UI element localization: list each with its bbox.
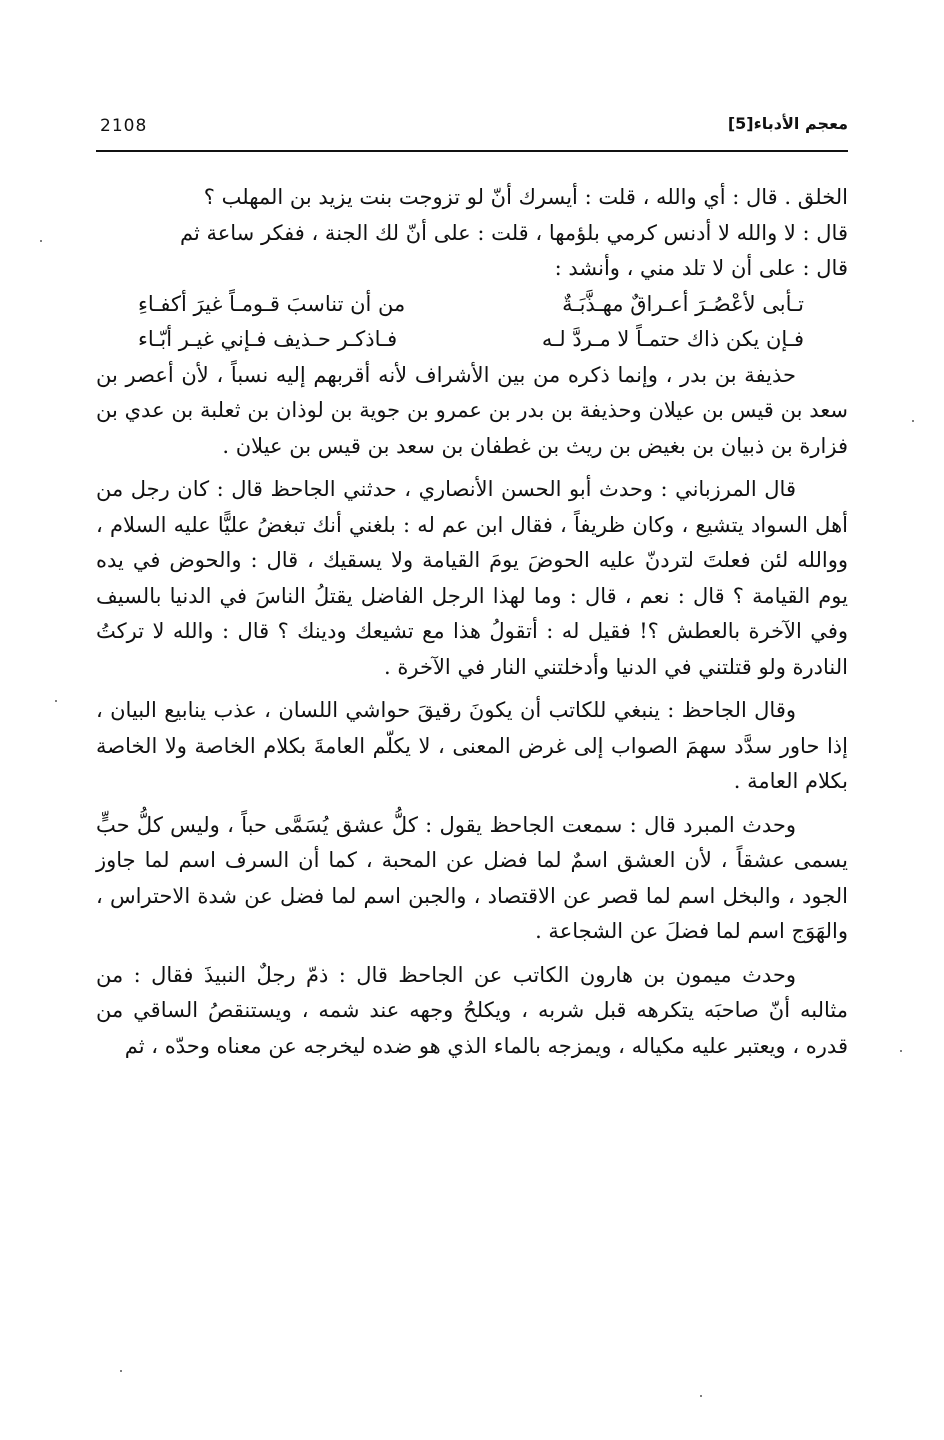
page-number: 2108 bbox=[100, 116, 148, 136]
paragraph-mubarrad: وحدث المبرد قال : سمعت الجاحظ يقول : كلُّ عشق يُسَمَّى حباً ، وليس كلُّ حبٍّ يسمى عشقاً ، لأن العشق اسمٌ لما فضل عن المحبة ، كما أن السرف اسم لما جاوز الجود ، والبخل اسم لما قصر عن الاقتصاد ، والجبن اسم لما فضل عن شدة الاحتراس ، والهَوَج اسم لما فضلَ عن الشجاعة . bbox=[96, 812, 848, 943]
verse-second-hemistich: من أن تناسبَ قـومـاً غيرَ أكفـاءِ bbox=[138, 291, 406, 316]
book-title: معجم الأدباء[5] bbox=[727, 114, 848, 133]
verse-line bbox=[96, 287, 848, 323]
scan-speck bbox=[120, 1370, 122, 1372]
paragraph-maymun: وحدث ميمون بن هارون الكاتب عن الجاحظ قال : ذمّ رجلٌ النبيذَ فقال : من مثالبه أنّ صاحبَه يتكرهه قبل شربه ، ويكلحُ وجهه عند شمه ، ويستنقصُ الساقي من قدره ، ويعتبر عليه مكياله ، ويمزجه بالماء الذي هو ضده ليخرجه عن معناه وحدّه ، ثم bbox=[96, 962, 848, 1058]
verse-first-hemistich: فـإن يكن ذاك حتمـاً لا مـردَّ لـه bbox=[541, 327, 804, 351]
poem bbox=[96, 287, 848, 358]
scan-speck bbox=[700, 1395, 702, 1397]
scan-speck bbox=[40, 240, 42, 242]
paragraph-hudhayfa: حذيفة بن بدر ، وإنما ذكره من بين الأشراف لأنه أقربهم إليه نسباً ، لأن أعصر بن سعد بن قيس بن عيلان وحذيفة بن بدر بن عمرو بن جوية بن لوذان بن ثعلبة بن عدي بن فزارة بن ذبيان بن بغيض بن ريث بن غطفان بن سعد بن قيس بن عيلان . bbox=[96, 362, 848, 458]
paragraph-opening bbox=[96, 180, 848, 287]
verse-first-hemistich: تـأبى لأعْصُـرَ أعـراقٌ مهـذَّبَـةٌ bbox=[562, 291, 804, 316]
page-header bbox=[96, 114, 848, 144]
page-body bbox=[96, 180, 848, 1064]
scan-speck bbox=[55, 700, 57, 702]
paragraph-jahiz-scribe: وقال الجاحظ : ينبغي للكاتب أن يكونَ رقيقَ حواشي اللسان ، عذب ينابيع البيان ، إذا حاور سدَّد سهمَ الصواب إلى غرض المعنى ، لا يكلّم العامةَ بكلام الخاصة ولا الخاصة بكلام العامة . bbox=[96, 698, 848, 793]
text-line: قال : على أن لا تلد مني ، وأنشد : bbox=[554, 256, 848, 280]
scan-speck bbox=[900, 1050, 902, 1052]
header-rule bbox=[96, 150, 848, 152]
text-line: الخلق . قال : أي والله ، قلت : أيسرك أنّ لو تزوجت بنت يزيد بن المهلب ؟ bbox=[203, 185, 848, 209]
verse-line bbox=[96, 322, 848, 358]
verse-second-hemistich: فـاذكـر حـذيف فـإني غيـر أبّـاء bbox=[138, 327, 398, 351]
text-line: قال : لا والله لا أدنس كرمي بلؤمها ، قلت : على أنّ لك الجنة ، ففكر ساعة ثم bbox=[180, 220, 848, 245]
scan-speck bbox=[912, 420, 914, 422]
paragraph-marzubani: قال المرزباني : وحدث أبو الحسن الأنصاري ، حدثني الجاحظ قال : كان رجل من أهل السواد يتشيع ، وكان ظريفاً ، فقال ابن عم له : بلغني أنك تبغضُ عليًّا عليه السلام ، ووالله لئن فعلتَ لتردنّ عليه الحوضَ يومَ القيامة ولا يسقيك ، قال : والحوض في يده يوم القيامة ؟ قال : نعم ، قال : وما لهذا الرجل الفاضل يقتلُ الناسَ في الدنيا بالسيف وفي الآخرة بالعطش ؟! فقيل له : أتقولُ هذا مع تشيعك ودينك ؟ قال : والله لا تركتُ النادرة ولو قتلتني في الدنيا وأدخلتني النار في الآخرة . bbox=[96, 477, 848, 679]
